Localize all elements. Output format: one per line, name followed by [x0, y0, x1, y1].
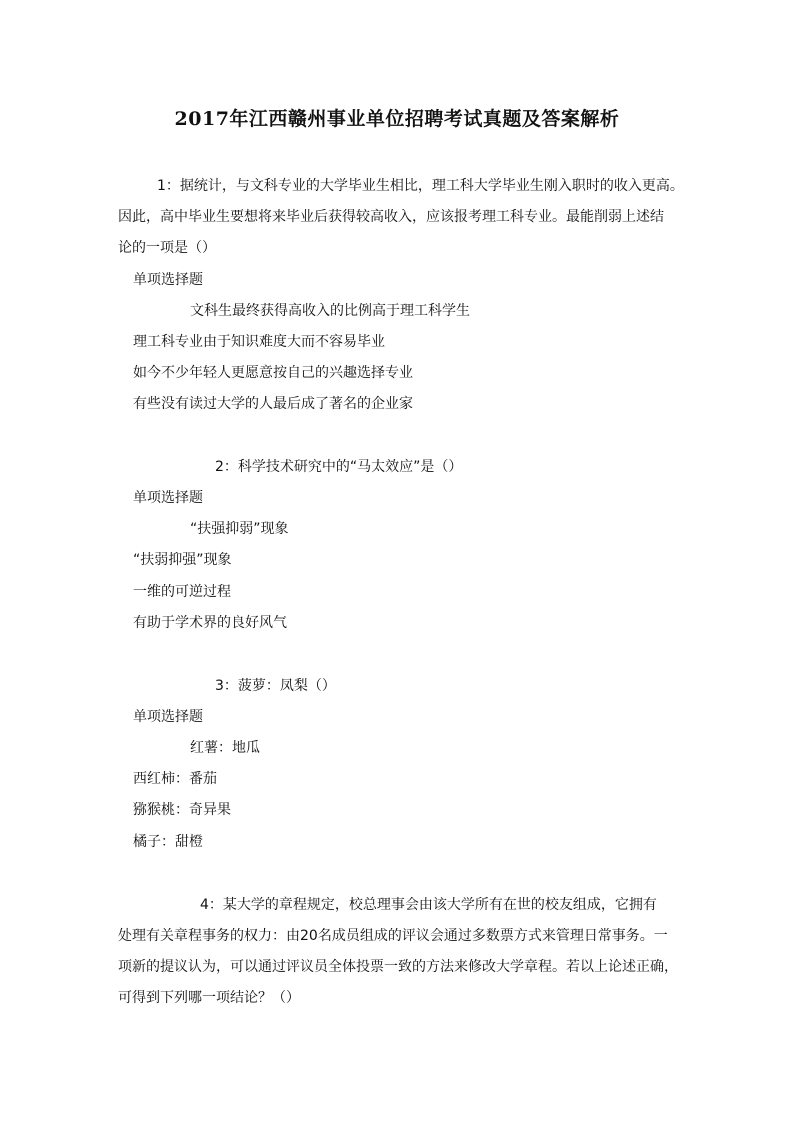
question-stem-line: 论的一项是（）: [118, 240, 216, 256]
option-d: 有助于学术界的良好风气: [133, 615, 287, 631]
question-stem-line: 2：科学技术研究中的“马太效应”是（）: [215, 459, 463, 475]
option-b: “扶弱抑强”现象: [133, 552, 232, 568]
option-c: 猕猴桃：奇异果: [133, 802, 231, 818]
option-d: 橘子：甜橙: [133, 834, 203, 850]
option-c: 如今不少年轻人更愿意按自己的兴趣选择专业: [133, 365, 413, 381]
question-stem-line: 因此，高中毕业生要想将来毕业后获得较高收入，应该报考理工科专业。最能削弱上述结: [118, 209, 664, 225]
question-stem-line: 项新的提议认为，可以通过评议员全体投票一致的方法来修改大学章程。若以上论述正确，: [118, 959, 678, 975]
question-type-label: 单项选择题: [133, 272, 203, 288]
question-type-label: 单项选择题: [133, 490, 203, 506]
option-a: 文科生最终获得高收入的比例高于理工科学生: [190, 303, 470, 319]
question-stem-line: 处理有关章程事务的权力：由20名成员组成的评议会通过多数票方式来管理日常事务。一: [118, 928, 668, 944]
question-stem-line: 可得到下列哪一项结论？（）: [118, 990, 300, 1006]
option-a: “扶强抑弱”现象: [190, 521, 289, 537]
option-a: 红薯：地瓜: [190, 740, 260, 756]
option-d: 有些没有读过大学的人最后成了著名的企业家: [133, 396, 413, 412]
question-type-label: 单项选择题: [133, 709, 203, 725]
question-stem-line: 1：据统计，与文科专业的大学毕业生相比，理工科大学毕业生刚入职时的收入更高。: [157, 178, 684, 194]
option-b: 理工科专业由于知识难度大而不容易毕业: [133, 334, 385, 350]
option-c: 一维的可逆过程: [133, 584, 231, 600]
option-b: 西红柿：番茄: [133, 771, 217, 787]
question-stem-line: 4：某大学的章程规定，校总理事会由该大学所有在世的校友组成，它拥有: [200, 897, 657, 913]
page-title: 2017年江西赣州事业单位招聘考试真题及答案解析: [174, 108, 620, 130]
question-stem-line: 3：菠萝：凤梨（）: [215, 678, 336, 694]
